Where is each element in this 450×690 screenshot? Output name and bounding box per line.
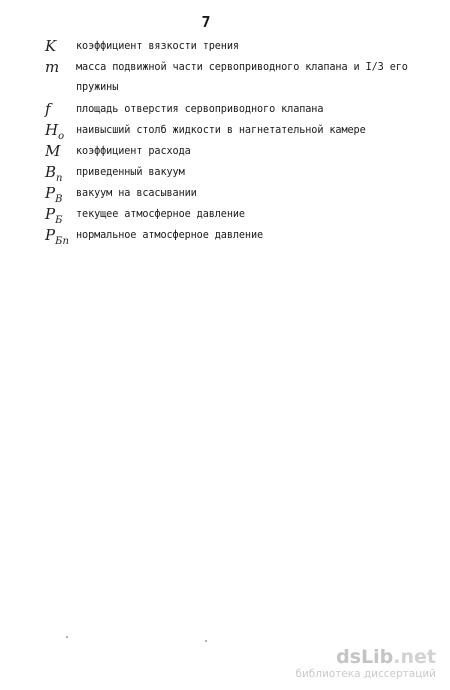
definition-pbp: нормальное атмосферное давление (76, 230, 264, 241)
symbol-h0: $H_o$ (45, 121, 65, 142)
symbol-m: m (45, 58, 60, 76)
symbol-mu: M (45, 142, 61, 160)
watermark-subtitle: библиотека диссертаций (295, 668, 436, 680)
symbol-pbp: $P_{Бп}$ (45, 226, 69, 247)
watermark (295, 647, 436, 681)
page-number: 7 (201, 13, 211, 31)
symbol-f: f (45, 100, 51, 118)
watermark-logo: dsLib.net (336, 646, 436, 668)
definition-mu: коэффициент расхода (76, 146, 191, 157)
symbol-pv: $P_B$ (45, 184, 63, 205)
symbol-pb: $P_Б$ (45, 205, 63, 226)
scan-speck (66, 636, 68, 638)
scan-speck (205, 640, 207, 642)
definition-k: коэффициент вязкости трения (76, 41, 239, 52)
definition-pb: текущее атмосферное давление (76, 209, 245, 220)
definition-bp: приведенный вакуум (76, 167, 185, 178)
definition-pv: вакуум на всасывании (76, 188, 197, 199)
symbol-bp: $B_п$ (45, 163, 63, 184)
definition-m: масса подвижной части сервоприводного клапана и I/3 его пружины (76, 62, 408, 93)
symbol-k: K (45, 37, 57, 55)
definition-h0: наивысший столб жидкости в нагнетательной камере (76, 125, 366, 136)
definition-f: площадь отверстия сервоприводного клапана (76, 104, 324, 115)
